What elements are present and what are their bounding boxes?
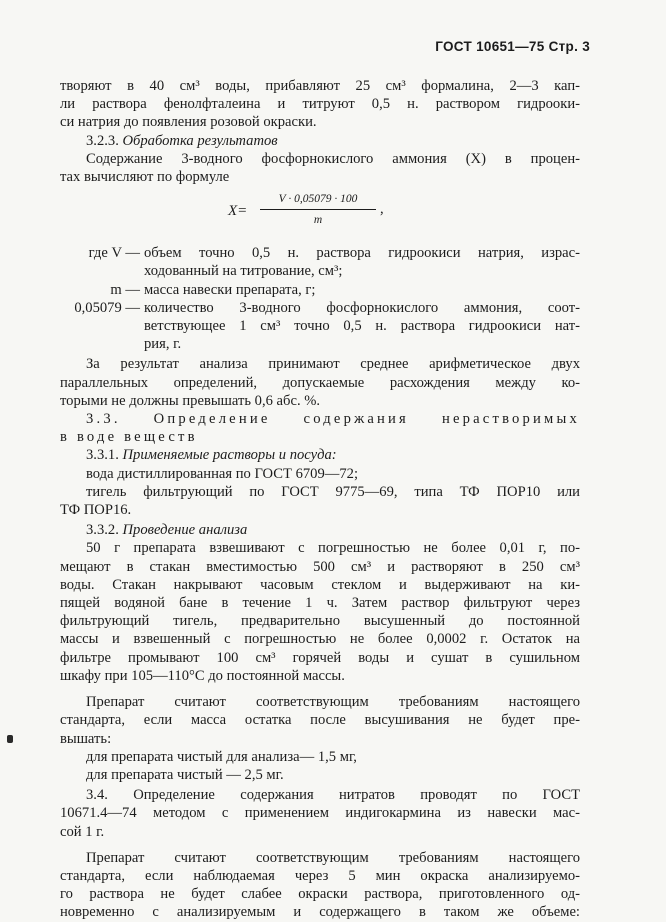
result-line-3: торыми не должны превышать 0,6 абс. %. xyxy=(60,392,321,409)
section-heading-3-3-line-2: в воде веществ xyxy=(60,429,198,446)
acceptance-2-line-2: стандарта, если наблюдаемая через 5 мин окраска анализируемо- xyxy=(60,867,580,884)
def-v-line-1: объем точно 0,5 н. раствора гидроокиси натрия, израс- xyxy=(144,245,580,262)
section-number: 3.3.2. xyxy=(86,522,119,539)
section-3-4-line-3: сой 1 г. xyxy=(60,823,105,840)
calc-line-1: Содержание 3-водного фосфорнокислого аммония (X) в процен- xyxy=(86,150,580,167)
section-number: 3.3.1. xyxy=(86,447,119,464)
definition-v xyxy=(60,244,580,280)
material-crucible-line-2: ТФ ПОР16. xyxy=(60,502,132,519)
section-heading-3-3-line-1: 3.3. Определение содержания нерастворимых xyxy=(86,411,580,428)
definition-m xyxy=(60,281,580,299)
formula xyxy=(60,190,580,238)
material-crucible-line-1: тигель фильтрующий по ГОСТ 9775—69, типа ТФ ПОР10 или xyxy=(86,483,580,500)
result-line-2: параллельных определений, допускаемые расхождения между ко- xyxy=(60,374,580,391)
procedure-line-2: мещают в стакан вместимостью 500 см³ и растворяют в 250 см³ xyxy=(60,558,580,575)
term-v: где V — xyxy=(88,245,140,262)
section-heading-3-3-1 xyxy=(60,446,580,464)
section-title: Применяемые растворы и посуда: xyxy=(122,447,337,464)
intro-line-1: творяют в 40 см³ воды, прибавляют 25 см³ формалина, 2—3 кап- xyxy=(60,78,580,94)
formula-denominator: m xyxy=(313,214,323,227)
acceptance-1-line-4: для препарата чистый для анализа— 1,5 мг, xyxy=(86,748,357,765)
procedure-line-6: массы и взвешенный с погрешностью не более 0,0002 г. Остаток на xyxy=(60,631,580,648)
section-heading-3-3-2 xyxy=(60,521,580,539)
section-title: Обработка результатов xyxy=(122,132,278,149)
intro-line-3: си натрия до появления розовой окраски. xyxy=(60,114,317,131)
def-v-line-2: ходованный на титрование, см³; xyxy=(144,263,343,280)
procedure-line-3: воды. Стакан накрывают часовым стеклом и выдерживают на ки- xyxy=(60,576,580,593)
acceptance-1-line-5: для препарата чистый — 2,5 мг. xyxy=(86,766,284,783)
section-title: Проведение анализа xyxy=(122,522,248,539)
definition-v-text xyxy=(144,244,580,280)
procedure-line-1: 50 г препарата взвешивают с погрешностью не более 0,01 г, по- xyxy=(86,540,580,557)
margin-mark xyxy=(7,735,13,743)
term-m: m — xyxy=(110,281,140,298)
acceptance-1-line-3: вышать: xyxy=(60,730,112,747)
section-heading-3-2-3 xyxy=(60,132,580,150)
section-number: 3.2.3. xyxy=(86,132,119,149)
formula-numerator: V · 0,05079 · 100 xyxy=(260,190,376,210)
section-3-4-line-2: 10671.4—74 методом с применением индигокармина из навески мас- xyxy=(60,805,580,822)
formula-lhs: X= xyxy=(228,203,248,220)
formula-comma: , xyxy=(380,201,384,218)
formula-fraction xyxy=(260,190,376,229)
page-body xyxy=(60,77,580,922)
section-3-4-line-1: 3.4. Определение содержания нитратов проводят по ГОСТ xyxy=(86,787,580,804)
def-coef-line-2: ветствующее 1 см³ точно 0,5 н. раствора гидроокиси нат- xyxy=(144,318,580,335)
page-header: ГОСТ 10651—75 Стр. 3 xyxy=(435,39,590,54)
def-m-line-1: масса навески препарата, г; xyxy=(144,281,316,298)
def-coef-line-1: количество 3-водного фосфорнокислого аммония, соот- xyxy=(144,299,580,316)
acceptance-2-line-4: новременно с анализируемым и содержащего в таком же объеме: xyxy=(60,904,580,921)
calc-line-2: тах вычисляют по формуле xyxy=(60,169,230,186)
procedure-line-4: пящей водяной бане в течение 1 ч. Затем раствор фильтруют через xyxy=(60,595,580,612)
result-line-1: За результат анализа принимают среднее арифметическое двух xyxy=(86,356,580,373)
definition-coefficient xyxy=(60,299,580,354)
intro-line-2: ли раствора фенолфталеина и титруют 0,5 н. раствором гидрооки- xyxy=(60,96,580,113)
procedure-line-5: фильтрующий тигель, предварительно высушенный до постоянной xyxy=(60,613,580,630)
material-water: вода дистиллированная по ГОСТ 6709—72; xyxy=(86,465,358,482)
acceptance-2-line-3: го раствора не будет слабее окраски раствора, приготовленного од- xyxy=(60,886,580,903)
definition-coefficient-text xyxy=(144,299,580,354)
acceptance-2-line-1: Препарат считают соответствующим требованиям настоящего xyxy=(86,849,580,866)
variable-definitions xyxy=(60,244,580,353)
def-coef-line-3: рия, г. xyxy=(144,336,182,353)
acceptance-1-line-1: Препарат считают соответствующим требованиям настоящего xyxy=(86,694,580,711)
procedure-line-8: шкафу при 105—110°С до постоянной массы. xyxy=(60,667,345,684)
acceptance-1-line-2: стандарта, если масса остатка после высушивания не будет пре- xyxy=(60,712,580,729)
procedure-line-7: фильтре промывают 100 см³ горячей воды и сушат в сушильном xyxy=(60,649,580,666)
term-coefficient: 0,05079 — xyxy=(74,299,140,316)
